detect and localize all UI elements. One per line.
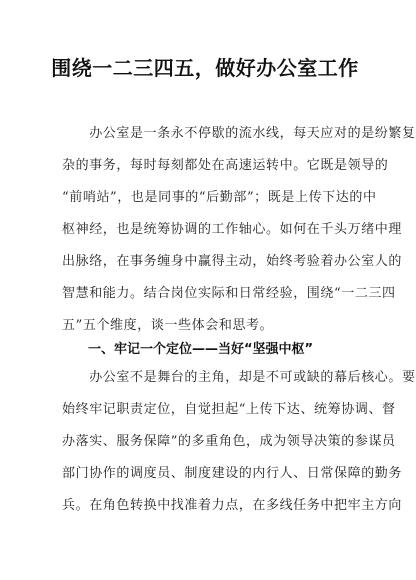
paragraph-line: 办公室是一条永不停歇的流水线，每天应对的是纷繁复 xyxy=(62,126,416,141)
paragraph-line: 兵。在角色转换中找准着力点，在多线任务中把牢主方向 xyxy=(62,498,403,513)
paragraph-line: 部门协作的调度员、制度建设的内行人、日常保障的勤务 xyxy=(62,466,403,481)
paragraph-line: 五”五个维度，谈一些体会和思考。 xyxy=(62,318,274,333)
paragraph-line: 枢神经，也是统筹协调的工作轴心。如何在千头万绪中理 xyxy=(62,222,403,237)
paragraph-line: 办公室不是舞台的主角，却是不可或缺的幕后核心。要 xyxy=(62,370,416,385)
paragraph-line: “前哨站”，也是同事的“后勤部”；既是上传下达的中 xyxy=(62,190,377,205)
paragraph-line: 智慧和能力。结合岗位实际和日常经验，围绕“一二三四 xyxy=(62,286,396,301)
intro-paragraph xyxy=(62,118,416,342)
document-title: 围绕一二三四五，做好办公室工作 xyxy=(51,56,359,80)
paragraph-line: 办落实、服务保障”的多重角色，成为领导决策的参谋员 xyxy=(62,434,396,449)
paragraph-line: 始终牢记职责定位，自觉担起“上传下达、统筹协调、督 xyxy=(62,402,396,417)
section-paragraph xyxy=(62,362,416,522)
section-heading: 一、牢记一个定位——当好“坚强中枢” xyxy=(88,342,314,357)
paragraph-line: 出脉络，在事务缠身中赢得主动，始终考验着办公室人的 xyxy=(62,254,403,269)
paragraph-line: 杂的事务，每时每刻都处在高速运转中。它既是领导的 xyxy=(62,158,389,173)
